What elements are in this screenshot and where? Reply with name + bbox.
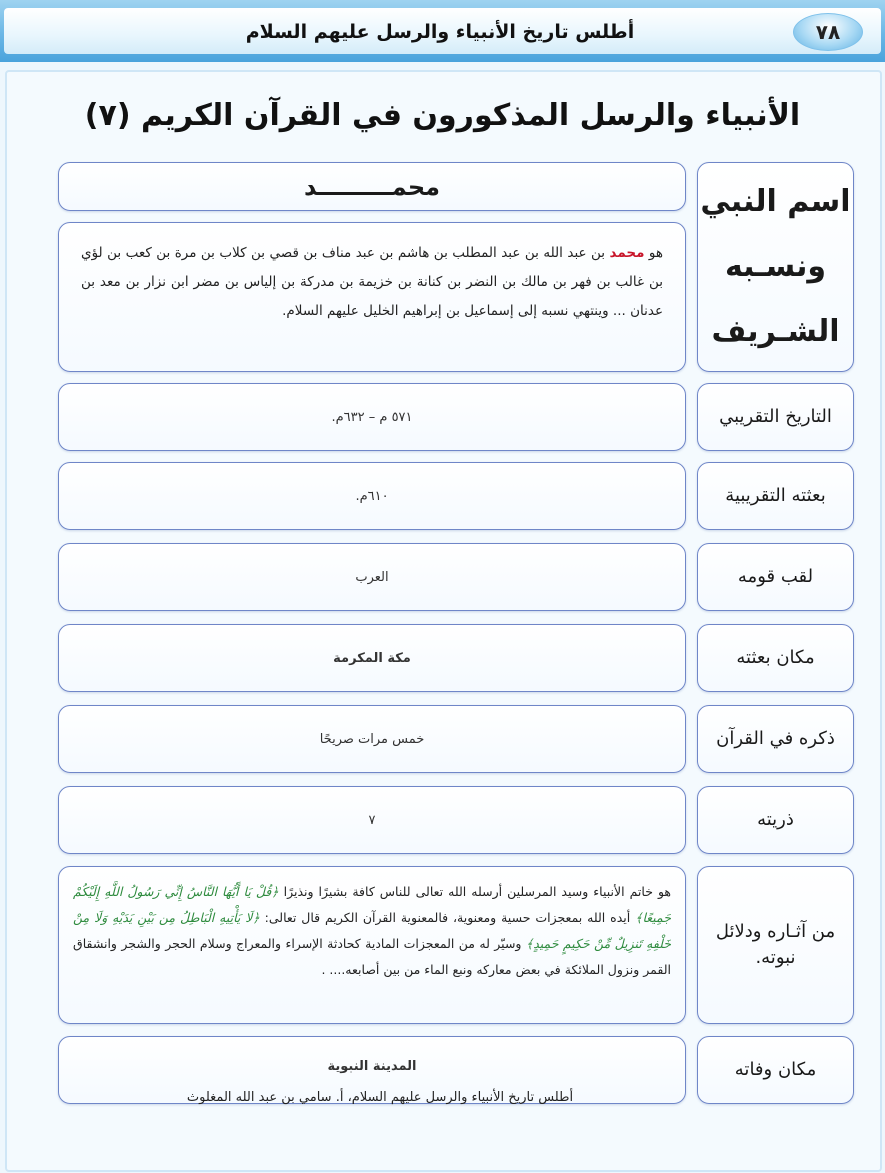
value-mission-date: [58, 462, 686, 530]
label-text: ذكره في القرآن: [716, 728, 835, 749]
value-quran-mentions: [58, 705, 686, 773]
signs-text-3: وسيّر له من المعجزات المادية كحادثة الإسراء والمعراج وسلام الحجر والشجر وانشقاق القمر ونزول الملائكة في بعض معاركه ونبع الماء من بين أصابعه.... .: [73, 936, 671, 977]
label-approx-date: [697, 383, 854, 451]
value-text: مكة المكرمة: [333, 650, 411, 666]
value-text: العرب: [355, 569, 389, 585]
label-line-1: اسم النبي: [700, 183, 851, 219]
label-text: من آثـاره ودلائل نبوته.: [715, 921, 836, 968]
label-offspring: [697, 786, 854, 854]
value-text: ٦١٠م.: [355, 488, 389, 504]
label-line-3: الشـريف: [711, 314, 840, 350]
label-text: ذريته: [757, 809, 794, 830]
value-text: خمس مرات صريحًا: [319, 731, 425, 747]
label-text: مكان بعثته: [736, 647, 815, 668]
signs-text-2: أيده الله بمعجزات حسية ومعنوية، فالمعنوية القرآن الكريم قال تعالى:: [259, 910, 636, 925]
label-signs-of-prophethood: [697, 866, 854, 1024]
label-quran-mentions: [697, 705, 854, 773]
label-text: لقب قومه: [737, 566, 814, 587]
label-text: التاريخ التقريبي: [719, 406, 832, 427]
prophet-name: محمـــــــــد: [304, 172, 440, 201]
book-title: أطلس تاريخ الأنبياء والرسل عليهم السلام: [245, 21, 635, 43]
source-credit: أطلس تاريخ الأنبياء والرسل عليهم السلام، أ. سامي بن عبد الله المغلوث: [186, 1090, 574, 1105]
value-mission-place: [58, 624, 686, 692]
quran-verse-2: ﴿لَا يَأْتِيهِ الْبَاطِلُ مِن بَيْنِ يَدَيْهِ وَلَا مِنْ خَلْفِهِ تَنزِيلٌ مِّنْ حَكِيمٍ حَمِيدٍ﴾: [73, 910, 672, 951]
value-offspring: [58, 786, 686, 854]
lineage-intro: هو: [644, 245, 663, 261]
label-mission-place: [697, 624, 854, 692]
label-people-title: [697, 543, 854, 611]
label-text: بعثته التقريبية: [725, 485, 826, 506]
signs-box: [58, 866, 686, 1024]
label-prophet-name-lineage: [697, 162, 854, 372]
lineage-text: بن عبد الله بن عبد المطلب بن هاشم بن عبد مناف بن قصي بن كلاب بن مرة بن كعب بن لؤي بن غالب بن فهر بن مالك بن النضر بن كنانة بن خزيمة بن مدركة بن إلياس بن مضر ابن نزار بن معد بن عدنان ... وينتهي نسبه إلى إسماعيل بن إبراهيم الخليل عليهم السلام.: [81, 245, 663, 319]
prophet-name-box: [58, 162, 686, 211]
value-text: ٧: [368, 812, 376, 828]
quran-verse-1: ﴿قُلْ يَا أَيُّهَا النَّاسُ إِنِّي رَسُولُ اللَّهِ إِلَيْكُمْ جَمِيعًا﴾: [73, 884, 672, 925]
value-text: ٥٧١ م – ٦٣٢م.: [331, 409, 413, 425]
page-title: الأنبياء والرسل المذكورون في القرآن الكريم (٧): [84, 98, 801, 133]
lineage-highlighted-name: محمد: [609, 245, 645, 261]
label-mission-date: [697, 462, 854, 530]
signs-text-1: هو خاتم الأنبياء وسيد المرسلين أرسله الله تعالى للناس كافة بشيرًا ونذيرًا: [278, 884, 672, 899]
lineage-box: [58, 222, 686, 372]
label-line-2: ونسـبه: [724, 248, 827, 284]
value-people-title: [58, 543, 686, 611]
value-approx-date: [58, 383, 686, 451]
label-text: مكان وفاته: [734, 1059, 817, 1080]
label-place-of-death: [697, 1036, 854, 1104]
page-number-badge: ٧٨: [793, 13, 863, 51]
value-text: المدينة النبوية: [327, 1059, 417, 1074]
